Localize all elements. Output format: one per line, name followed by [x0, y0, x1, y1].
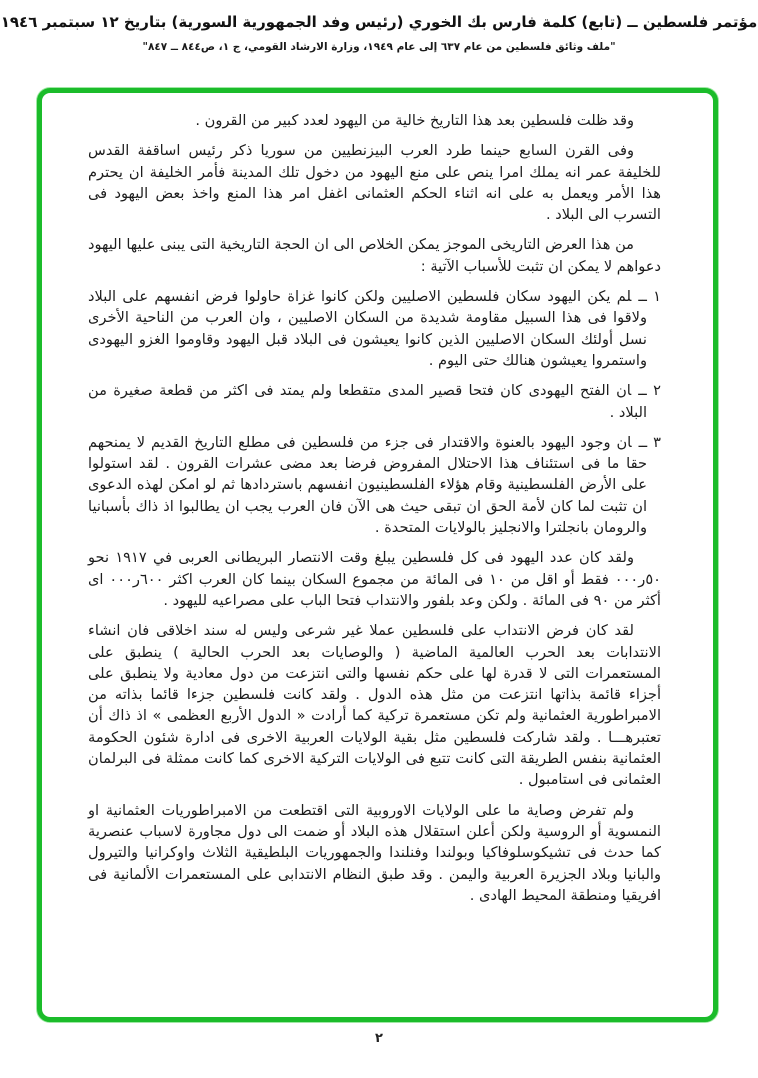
numbered-item: ٢ ــان الفتح اليهودى كان فتحا قصير المدى متقطعا ولم يمتد فى اكثر من قطعة صغيرة من البلاد . — [88, 382, 661, 421]
document-source-citation: "ملف وثائق فلسطين من عام ٦٣٧ إلى عام ١٩٤٩، وزارة الارشاد القومي، ج ١، ص٨٤٤ ــ ٨٤٧" — [142, 41, 616, 53]
paragraph: لقد كان فرض الانتداب على فلسطين عملا غير شرعى وليس له سند اخلاقى فان انشاء الانتدابات بعد الحرب العالمية الماضية ( والوصايات بعد الحرب الحالية ) ينطبق على المستعمرات التى لا قدرة لها على حكم نفسها والتى انتزعت من دول معادية ولا ينطبق على أجزاء قائمة بذاتها انتزعت من مثل هذه الدول . ولقد كانت فلسطين جزءا قائما بذاته من الامبراطورية العثمانية ولم تكن مستعمرة تركية كما أرادت « الدول الأربع العظمى » اذ ذاك أن تعتبرهـــا . ولقد شاركت فلسطين مثل بقية الولايات العربية الاخرى فى ادارة شئون الحكومة العثمانية بنفس الطريقة التى كانت تتبع فى الولايات التركية الاخرى كما كانت ممثلة فى البرلمان العثمانى فى استامبول . — [88, 622, 661, 789]
document-body — [88, 110, 661, 906]
document-header — [0, 13, 758, 53]
paragraph: ولم تفرض وصاية ما على الولايات الاوروبية التى اقتطعت من الامبراطوريات العثمانية او النمسوية أو الروسية ولكن أعلن استقلال هذه البلاد أو ضمت الى دول مجاورة لاسباب عنصرية كما حدث فى تشيكوسلوفاكيا وبولندا وفنلندا والجمهوريات البلطيقية الثلاث واوكرانيا والتيرول والبانيا وبلاد الجزيرة العربية واليمن . وقد طبق النظام الانتدابى على المستعمرات الألمانية فى افريقيا ومنطقة المحيط الهادى . — [88, 801, 661, 904]
item-number: ١ ــ — [638, 288, 661, 306]
paragraph: من هذا العرض التاريخى الموجز يمكن الخلاص الى ان الحجة التاريخية التى يبنى عليها اليهود دعواهم لا يمكن ان تثبت للأسباب الآتية : — [88, 236, 661, 275]
document-title: مؤتمر فلسطين ــ (تابع) كلمة فارس بك الخوري (رئيس وفد الجمهورية السورية) بتاريخ ١٢ سبتمبر ١٩٤٦ — [0, 13, 758, 31]
page-number: ٢ — [375, 1031, 383, 1046]
item-number: ٢ ــ — [638, 382, 661, 400]
numbered-item: ١ ــلم يكن اليهود سكان فلسطين الاصليين ولكن كانوا غزاة حاولوا فرض انفسهم على البلاد ولاقوا فى هذا السبيل مقاومة شديدة من السكان الاصليين ، وان العرب من الناحية الأخرى نسل أولئك السكان الاصليين الذين كانوا يعيشون فى البلاد قبل اليهود وقاوموا الغزو اليهودى واستمروا يعيشون هنالك حتى اليوم . — [88, 288, 661, 369]
paragraph: وقد ظلت فلسطين بعد هذا التاريخ خالية من اليهود لعدد كبير من القرون . — [195, 112, 634, 129]
item-number: ٣ ــ — [638, 433, 661, 451]
paragraph: وفى القرن السابع حينما طرد العرب البيزنطيين من سوريا ذكر رئيس اساقفة القدس للخليفة عمر انه يملك امرا ينص على منع اليهود من دخول تلك المدينة فأمر الخليفة ان يحترم هذا الأمر ويعمل به على انه اثناء الحكم العثمانى اغفل امر هذا المنع واخذ بعض اليهود فى التسرب الى البلاد . — [88, 142, 661, 224]
numbered-item: ٣ ــان وجود اليهود بالعنوة والاقتدار فى جزء من فلسطين فى مطلع التاريخ القديم لا يمنحهم حقا ما فى استئناف هذا الاحتلال المفروض فرضا بعد مضى عشرات القرون . لقد استولوا على الأرض الفلسطينية وقام هؤلاء الفلسطينيون انفسهم باستردادها ثم لو امكن لهذه الدعوى ان تثبت لما كان لأمة الحق ان تبقى حيث هى الآن فان العرب يجب ان يطالبوا اذ ذاك بأسبانيا والرومان بانجلترا والانجليز بالولايات المتحدة . — [88, 433, 661, 537]
content-frame — [37, 88, 718, 1022]
paragraph: ولقد كان عدد اليهود فى كل فلسطين يبلغ وقت الانتصار البريطانى العربى في ١٩١٧ نحو ٥٠ر٠٠٠ فقط أو اقل من ١٠ فى المائة من مجموع السكان بينما كان العرب اكثر ٦٠٠ر٠٠٠ اى أكثر من ٩٠ فى المائة . ولكن وعد بلفور والانتداب فتحا الباب على مصراعيه لليهود . — [88, 549, 661, 609]
